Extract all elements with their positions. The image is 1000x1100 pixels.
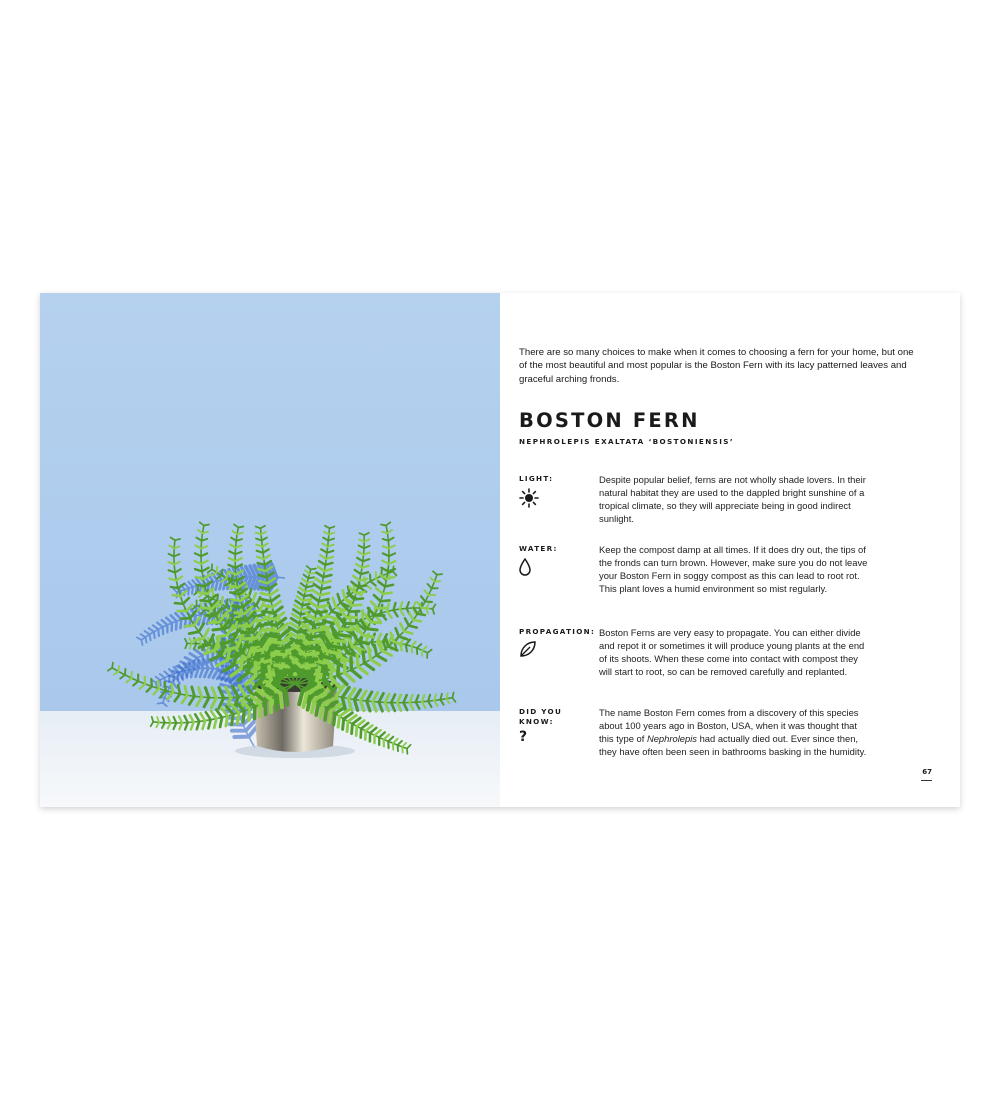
light-text: Despite popular belief, ferns are not wholly shade lovers. In their natural habitat they are used to the dappled bright sunshine of a tropical climate, so they will appreciate being in good indirect sunlight.	[599, 474, 866, 524]
did-you-know-text: The name Boston Fern comes from a discovery of this species about 100 years ago in Boston, USA, when it was thought that this type of Nephrolepis had actually died out. Ever since then, they have often been seen in bathrooms basking in the humidity.	[599, 707, 867, 757]
page-number-rule	[921, 780, 932, 781]
propagation-text: Boston Ferns are very easy to propagate. You can either divide and repot it or sometimes it will produce young plants at the end of its shoots. When these come into contact with compost they will start to root, so can be removed carefully and replanted.	[599, 627, 865, 677]
propagation-label: PROPAGATION:	[519, 627, 596, 636]
water-label: WATER:	[519, 544, 558, 553]
page-title: BOSTON FERN	[519, 409, 700, 432]
fern-photo	[40, 293, 500, 807]
sun-icon	[519, 488, 539, 508]
question-mark-icon: ?	[519, 729, 528, 745]
page-number: 67	[922, 768, 932, 776]
water-text: Keep the compost damp at all times. If it does dry out, the tips of the fronds can turn brown. However, make sure you do not leave your Boston Fern in soggy compost as this can lead to root rot. This plant loves a humid environment so mist regularly.	[599, 544, 868, 594]
latin-name: NEPHROLEPIS EXALTATA ‘BOSTONIENSIS’	[519, 437, 735, 446]
water-drop-icon	[519, 558, 531, 576]
did-you-know-label: DID YOU KNOW:	[519, 707, 563, 726]
intro-paragraph: There are so many choices to make when it comes to choosing a fern for your home, but one of the most beautiful and most popular is the Boston Fern with its lacy patterned leaves and graceful arching fronds.	[519, 347, 914, 385]
light-label: LIGHT:	[519, 474, 554, 483]
book-spread	[40, 293, 960, 807]
leaf-icon	[519, 640, 537, 658]
text-page	[500, 293, 960, 807]
photo-page	[40, 293, 500, 807]
